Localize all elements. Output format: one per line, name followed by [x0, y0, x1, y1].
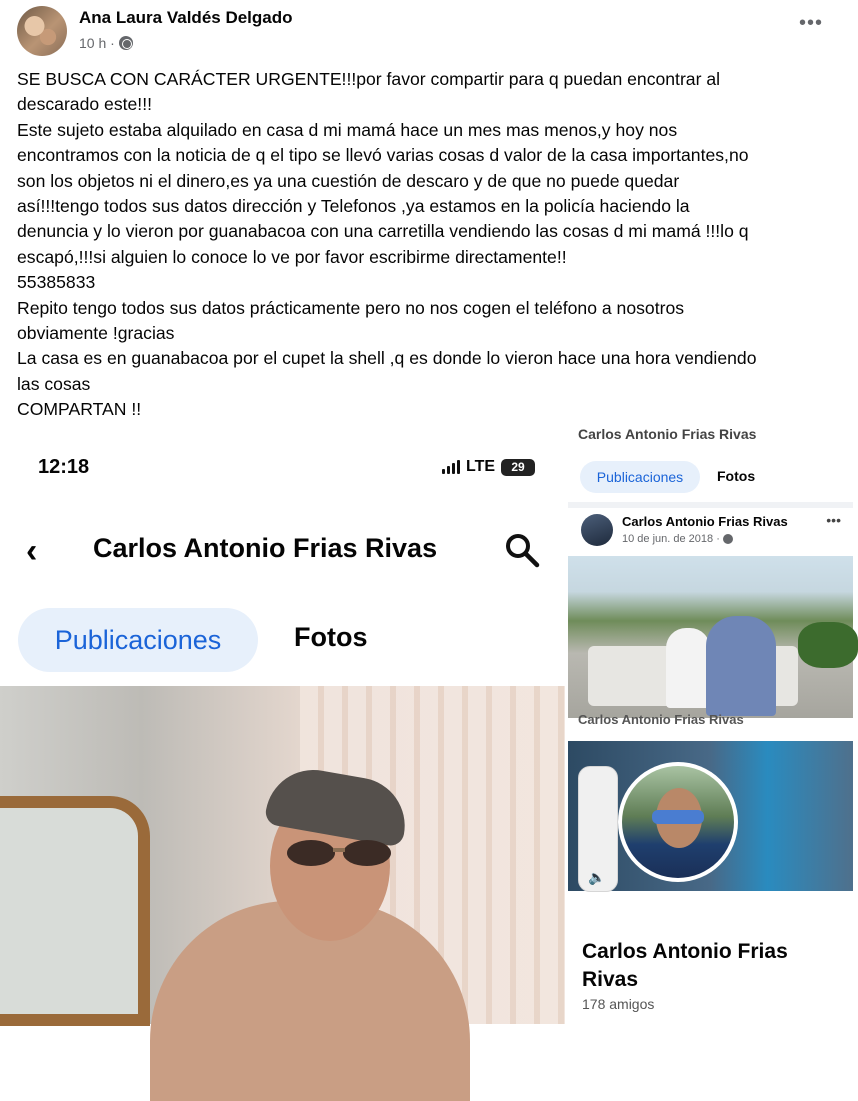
more-options-button[interactable]: •••: [798, 12, 823, 34]
globe-icon: [119, 36, 133, 50]
post-text-line: SE BUSCA CON CARÁCTER URGENTE!!!por favor compartir para q puedan encontrar al: [17, 69, 721, 89]
cut-profile-header: Carlos Antonio Frias Rivas: [578, 426, 757, 442]
back-arrow-icon[interactable]: ‹: [26, 532, 38, 570]
tab-fotos[interactable]: Fotos: [294, 622, 368, 652]
post-header: [0, 0, 853, 60]
search-icon[interactable]: [504, 532, 540, 568]
embedded-screenshot-left[interactable]: [0, 436, 565, 1024]
post-text-line: las cosas: [17, 373, 91, 394]
profile-photo[interactable]: [0, 686, 565, 1024]
photo-bush: [798, 622, 858, 668]
cut-profile-header: Carlos Antonio Frias Rivas: [578, 712, 744, 727]
post-text-line: encontramos con la noticia de q el tipo se llevó varias cosas d valor de la casa importantes,no: [17, 145, 749, 166]
tab-publicaciones[interactable]: Publicaciones: [18, 608, 258, 672]
sunglasses-icon: [652, 810, 704, 824]
post-text-line: 55385833: [17, 272, 96, 293]
post-time[interactable]: 10 h ·: [79, 35, 115, 51]
post-text-line: denuncia y lo vieron por guanabacoa con una carretilla vendiendo las cosas d mi mamá !!!lo q: [17, 221, 749, 242]
post-photo[interactable]: [568, 556, 853, 718]
post-text-line: así!!!tengo todos sus datos dirección y Telefonos ,ya estamos en la policía haciendo la: [17, 196, 690, 217]
embedded-screenshot-right[interactable]: [568, 426, 853, 1024]
profile-picture[interactable]: [622, 766, 734, 878]
post-date-text: 10 de jun. de 2018 ·: [622, 533, 720, 545]
post-text: [17, 67, 837, 423]
post-text-line: COMPARTAN !!: [17, 399, 142, 420]
post-text-line: La casa es en guanabacoa por el cupet la shell ,q es donde lo vieron hace una hora vendiendo: [17, 348, 757, 369]
photo-mirror: [0, 796, 150, 1026]
post-text-line: Repito tengo todos sus datos prácticamente pero no nos cogen el teléfono a nosotros: [17, 297, 685, 318]
network-label: LTE: [466, 458, 496, 475]
status-bar-indicators: [442, 458, 535, 476]
speaker-icon[interactable]: 🔈: [588, 869, 606, 885]
photo-child: [666, 628, 710, 708]
battery-icon: 29: [501, 459, 535, 476]
tab-fotos-small[interactable]: Fotos: [717, 468, 756, 484]
status-bar-time: 12:18: [38, 456, 90, 478]
profile-name: Carlos Antonio Frias Rivas: [582, 940, 788, 991]
tab-publicaciones-small[interactable]: Publicaciones: [580, 461, 700, 493]
author-avatar[interactable]: [17, 6, 67, 56]
sunglasses-icon: [284, 838, 394, 868]
post-author-name[interactable]: Carlos Antonio Frias Rivas: [622, 514, 788, 529]
signal-icon: [442, 460, 460, 474]
post-author-avatar[interactable]: [581, 514, 613, 546]
post-text-line: Este sujeto estaba alquilado en casa d mi mamá hace un mes mas menos,y hoy nos: [17, 119, 678, 140]
author-name[interactable]: Ana Laura Valdés Delgado: [79, 8, 293, 27]
globe-icon: [723, 534, 733, 544]
photo-man: [706, 616, 776, 716]
post-date: [622, 533, 733, 545]
more-options-button[interactable]: •••: [826, 512, 841, 528]
divider: [568, 502, 853, 508]
post-meta: [79, 35, 133, 51]
post-text-line: obviamente !gracias: [17, 323, 175, 344]
post-text-line: descarado este!!!: [17, 94, 152, 115]
friends-count[interactable]: 178 amigos: [582, 996, 655, 1012]
post-text-line: escapó,!!!si alguien lo conoce lo ve por favor escribirme directamente!!: [17, 246, 567, 267]
post-text-line: son los objetos ni el dinero,es ya una cuestión de descaro y de que no puede quedar: [17, 170, 680, 191]
profile-name-header: Carlos Antonio Frias Rivas: [93, 533, 438, 563]
